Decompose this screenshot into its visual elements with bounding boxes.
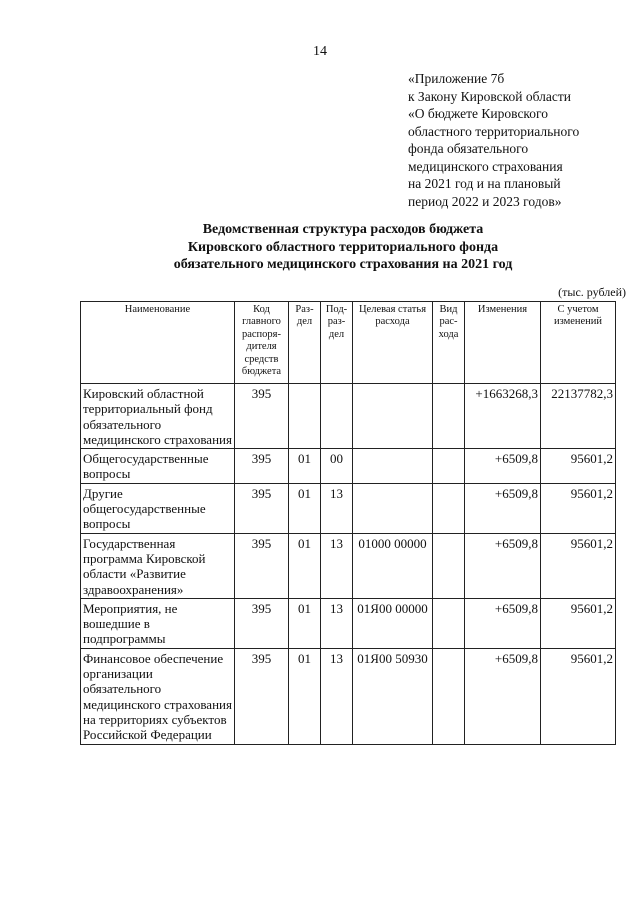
- appendix-line: на 2021 год и на плановый: [408, 176, 561, 191]
- title-line: Ведомственная структура расходов бюджета: [202, 222, 484, 237]
- cell-total: 95601,2: [541, 483, 616, 533]
- table-row: [81, 449, 616, 484]
- cell-total: 95601,2: [541, 648, 616, 744]
- cell-type: [433, 533, 465, 598]
- cell-change: +1663268,3: [465, 384, 541, 449]
- cell-section: 01: [289, 449, 321, 484]
- cell-change: +6509,8: [465, 483, 541, 533]
- cell-target: 01Я00 00000: [353, 598, 433, 648]
- cell-code: 395: [235, 384, 289, 449]
- cell-section: 01: [289, 483, 321, 533]
- cell-total: 95601,2: [541, 533, 616, 598]
- table-row: [81, 384, 616, 449]
- cell-type: [433, 483, 465, 533]
- cell-name: Мероприятия, не вошедшие в подпрограммы: [81, 598, 235, 648]
- cell-name: Другие общегосударственные вопросы: [81, 483, 235, 533]
- appendix-heading: [408, 70, 579, 210]
- cell-section: 01: [289, 648, 321, 744]
- cell-type: [433, 449, 465, 484]
- cell-name: Общегосударственные вопросы: [81, 449, 235, 484]
- cell-name: Финансовое обеспечение организации обязательного медицинского страхования на территориях субъектов Российской Федерации: [81, 648, 235, 744]
- header-type: Вид рас-хода: [433, 302, 465, 384]
- cell-subsection: 13: [321, 533, 353, 598]
- cell-code: 395: [235, 598, 289, 648]
- cell-code: 395: [235, 483, 289, 533]
- table-row: [81, 648, 616, 744]
- header-target: Целевая статья расхода: [353, 302, 433, 384]
- cell-code: 395: [235, 648, 289, 744]
- header-change: Изменения: [465, 302, 541, 384]
- appendix-line: медицинского страхования: [408, 158, 563, 174]
- header-subsection: Под-раз-дел: [321, 302, 353, 384]
- cell-total: 95601,2: [541, 598, 616, 648]
- units-label: (тыс. рублей): [558, 285, 626, 299]
- document-title: [0, 221, 640, 274]
- title-line: обязательного медицинского страхования на 2021 год: [173, 257, 513, 272]
- cell-target: [353, 483, 433, 533]
- cell-target: [353, 449, 433, 484]
- cell-section: 01: [289, 533, 321, 598]
- cell-type: [433, 384, 465, 449]
- header-code: Код главного распоря-дителя средств бюджета: [235, 302, 289, 384]
- cell-change: +6509,8: [465, 449, 541, 484]
- cell-change: +6509,8: [465, 533, 541, 598]
- cell-subsection: [321, 384, 353, 449]
- appendix-line: «О бюджете Кировского: [408, 106, 549, 121]
- cell-change: +6509,8: [465, 648, 541, 744]
- cell-name: Государственная программа Кировской области «Развитие здравоохранения»: [81, 533, 235, 598]
- cell-subsection: 13: [321, 648, 353, 744]
- cell-type: [433, 598, 465, 648]
- table-row: [81, 598, 616, 648]
- cell-section: 01: [289, 598, 321, 648]
- cell-type: [433, 648, 465, 744]
- cell-code: 395: [235, 449, 289, 484]
- cell-subsection: 00: [321, 449, 353, 484]
- cell-subsection: 13: [321, 598, 353, 648]
- header-section: Раз-дел: [289, 302, 321, 384]
- cell-code: 395: [235, 533, 289, 598]
- cell-target: [353, 384, 433, 449]
- cell-target: 01Я00 50930: [353, 648, 433, 744]
- header-total: С учетом изменений: [541, 302, 616, 384]
- cell-name: Кировский областной территориальный фонд обязательного медицинского страхования: [81, 384, 235, 449]
- budget-table: [80, 301, 616, 745]
- appendix-line: период 2022 и 2023 годов»: [408, 193, 562, 209]
- title-line: Кировского областного территориального фонда: [187, 239, 499, 255]
- table-row: [81, 533, 616, 598]
- appendix-line: областного территориального: [408, 123, 580, 139]
- appendix-line: «Приложение 7б: [408, 71, 505, 86]
- appendix-line: к Закону Кировской области: [408, 88, 572, 104]
- appendix-line: фонда обязательного: [408, 141, 529, 156]
- table-row: [81, 483, 616, 533]
- cell-target: 01000 00000: [353, 533, 433, 598]
- cell-total: 95601,2: [541, 449, 616, 484]
- page-number: 14: [313, 44, 327, 59]
- header-name: Наименование: [81, 302, 235, 384]
- cell-subsection: 13: [321, 483, 353, 533]
- cell-total: 22137782,3: [541, 384, 616, 449]
- cell-section: [289, 384, 321, 449]
- table-header-row: [81, 302, 616, 384]
- cell-change: +6509,8: [465, 598, 541, 648]
